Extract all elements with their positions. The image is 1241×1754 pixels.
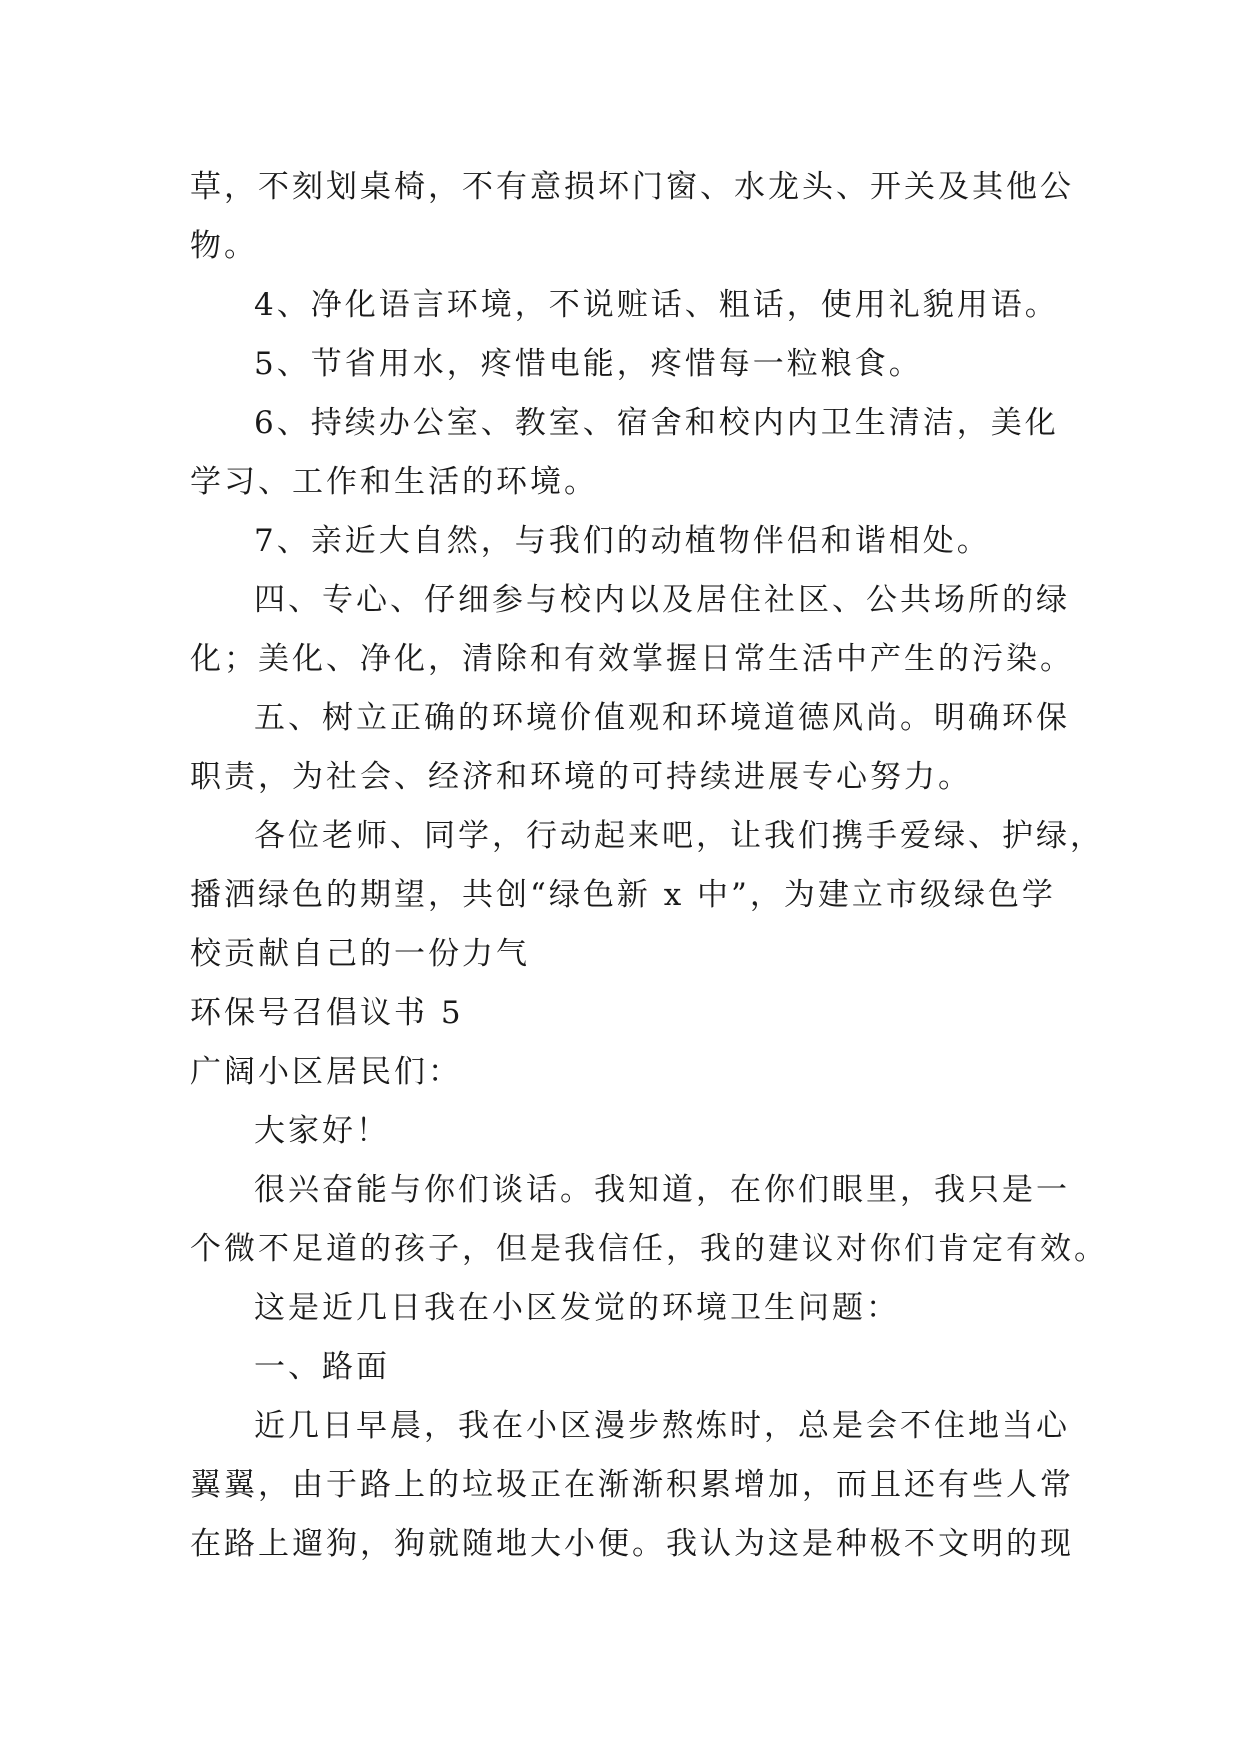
text-line: 翼翼，由于路上的垃圾正在渐渐积累增加，而且还有些人常 (190, 1467, 1074, 1503)
text-line: 个微不足道的孩子，但是我信任，我的建议对你们肯定有效。 (190, 1231, 1108, 1267)
text-line: 这是近几日我在小区发觉的环境卫生问题： (254, 1290, 900, 1326)
text-line: 6、持续办公室、教室、宿舍和校内内卫生清洁，美化 (254, 405, 1059, 441)
text-line: 5、节省用水，疼惜电能，疼惜每一粒粮食。 (254, 346, 923, 382)
text-line: 近几日早晨，我在小区漫步熬炼时，总是会不住地当心 (254, 1408, 1070, 1444)
text-line: 四、专心、仔细参与校内以及居住社区、公共场所的绿 (254, 582, 1070, 618)
text-line: 五、树立正确的环境价值观和环境道德风尚。明确环保 (254, 700, 1070, 736)
text-line: 各位老师、同学，行动起来吧，让我们携手爱绿、护绿， (254, 818, 1104, 854)
salutation: 广阔小区居民们： (190, 1054, 462, 1090)
text-line: 很兴奋能与你们谈话。我知道，在你们眼里，我只是一 (254, 1172, 1070, 1208)
text-line: 化；美化、净化，清除和有效掌握日常生活中产生的污染。 (190, 641, 1074, 677)
text-line: 4、净化语言环境，不说赃话、粗话，使用礼貌用语。 (254, 287, 1059, 323)
text-line: 播洒绿色的期望，共创“绿色新 x 中”，为建立市级绿色学 (190, 877, 1056, 913)
document-body (190, 158, 1108, 1574)
text-line: 在路上遛狗，狗就随地大小便。我认为这是种极不文明的现 (190, 1526, 1074, 1562)
section-heading: 环保号召倡议书 5 (190, 995, 464, 1031)
text-line: 7、亲近大自然，与我们的动植物伴侣和谐相处。 (254, 523, 991, 559)
text-line: 草，不刻划桌椅，不有意损坏门窗、水龙头、开关及其他公 (190, 169, 1074, 205)
text-line: 物。 (190, 228, 258, 264)
greeting: 大家好！ (254, 1113, 390, 1149)
text-line: 职责，为社会、经济和环境的可持续进展专心努力。 (190, 759, 972, 795)
text-line: 学习、工作和生活的环境。 (190, 464, 598, 500)
subsection-heading: 一、路面 (254, 1349, 390, 1385)
text-line: 校贡献自己的一份力气 (190, 936, 530, 972)
